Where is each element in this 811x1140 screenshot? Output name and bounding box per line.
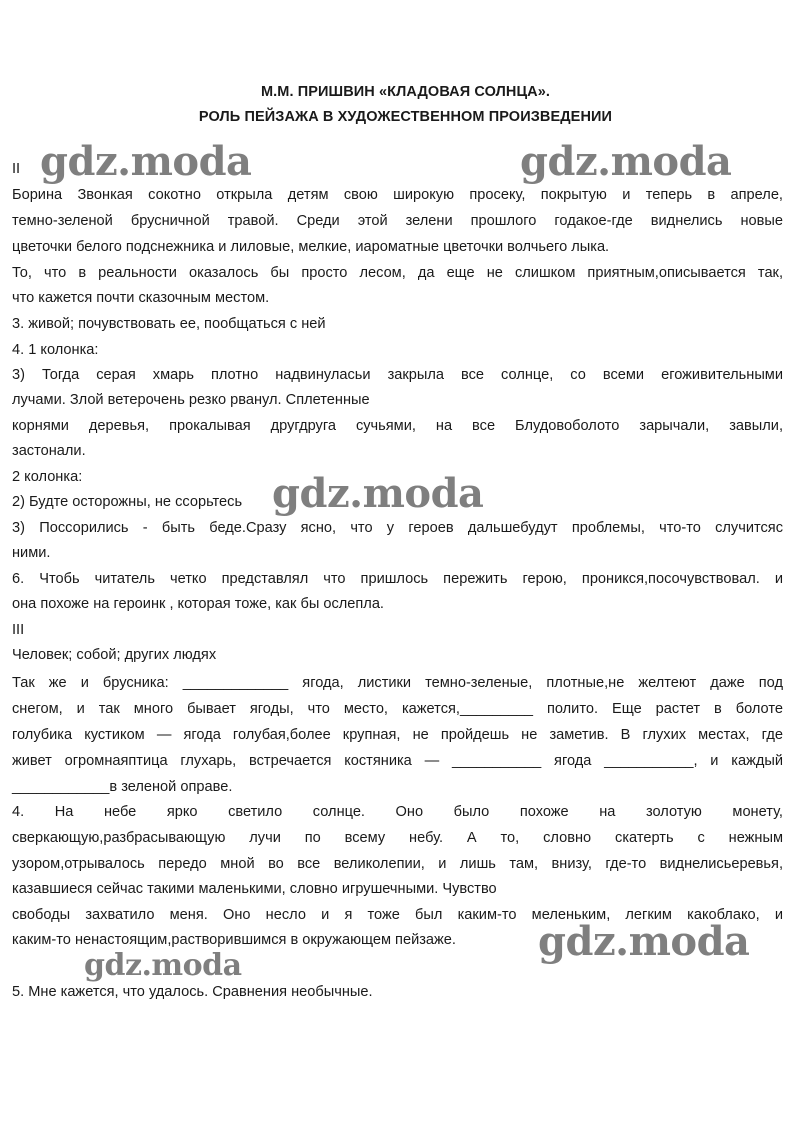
text-line: темно-зеленой брусничной травой. Среди этой зелени прошлого годакое-где виднелись новые <box>12 213 783 229</box>
watermark: gdz.moda <box>84 948 242 983</box>
answer-line: Человек; собой; других людях <box>12 647 217 663</box>
text-line: 3) Тогда серая хмарь плотно надвинуласьи закрыла все солнце, со всеми егоживительными <box>12 367 783 383</box>
text-line: лучами. Злой ветерочень резко рванул. Сплетенные <box>12 392 370 408</box>
text-line: ними. <box>12 545 51 561</box>
text-line: казавшиеся сейчас такими маленькими, словно игрушечными. Чувство <box>12 881 497 897</box>
watermark: gdz.moda <box>520 138 732 185</box>
text-line: 2) Будте осторожны, не ссорьтесь <box>12 494 243 510</box>
text-line: узором,отрывалось передо мной во все великолепии, и лишь там, внизу, где-то виднелисьеревья, <box>12 856 783 872</box>
text-line: цветочки белого подснежника и лиловые, мелкие, иароматные цветочки волчьего лыка. <box>12 239 610 255</box>
text-line: 6. Чтобь читатель четко представлял что пришлось пережить герою, проникся,посочувствовал. и <box>12 571 783 587</box>
text-line: ____________в зеленой оправе. <box>12 779 233 795</box>
answer-line: 5. Мне кажется, что удалось. Сравнения необычные. <box>12 984 373 1000</box>
text-line: Так же и брусника: _____________ ягода, листики темно-зеленые, плотные,не желтеют даже под <box>12 675 783 691</box>
watermark: gdz.moda <box>272 470 484 517</box>
text-line: она похоже на героинк , которая тоже, как бы ослепла. <box>12 596 384 612</box>
text-line: 4. На небе ярко светило солнце. Оно было похоже на золотую монету, <box>12 804 783 820</box>
text-line: застонали. <box>12 443 86 459</box>
document-subtitle: РОЛЬ ПЕЙЗАЖА В ХУДОЖЕСТВЕННОМ ПРОИЗВЕДЕНИИ <box>198 109 613 125</box>
watermark: gdz.moda <box>538 918 750 965</box>
text-line: свободы захватило меня. Оно несло и я тоже был каким-то меленьким, легким какоблако, и <box>12 907 783 923</box>
text-line: живет огромнаяптица глухарь, встречается костяника — ___________ ягода ___________, и каждый <box>12 753 783 769</box>
text-line: каким-то ненастоящим,растворившимся в окружающем пейзаже. <box>12 932 456 948</box>
text-line: голубика кустиком — ягода голубая,более крупная, не пройдешь не заметив. В глухих местах, где <box>12 727 783 743</box>
answer-line: 4. 1 колонка: <box>12 342 99 358</box>
section-marker-ii: II <box>12 161 21 177</box>
text-line: То, что в реальности оказалось бы просто лесом, да еще не слишком приятным,описывается так, <box>12 265 783 281</box>
text-line: корнями деревья, прокалывая другдруга сучьями, на все Блудовоболото зарычали, завыли, <box>12 418 783 434</box>
answer-line: 3. живой; почувствовать ее, пообщаться с ней <box>12 316 326 332</box>
text-line: что кажется почти сказочным местом. <box>12 290 270 306</box>
watermark: gdz.moda <box>40 138 252 185</box>
text-line: Борина Звонкая сокотно открыла детям свою широкую просеку, покрытую и теперь в апреле, <box>12 187 783 203</box>
text-line: 3) Поссорились - быть беде.Сразу ясно, что у героев дальшебудут проблемы, что-то случитсяс <box>12 520 783 536</box>
text-line: снегом, и так много бывает ягоды, что место, кажется,_________ полито. Еще растет в болоте <box>12 701 783 717</box>
document-title: М.М. ПРИШВИН «КЛАДОВАЯ СОЛНЦА». <box>260 84 551 100</box>
text-line: сверкающую,разбрасывающую лучи по всему небу. А то, словно скатерть с нежным <box>12 830 783 846</box>
answer-line: 2 колонка: <box>12 469 83 485</box>
section-marker-iii: III <box>12 622 25 638</box>
